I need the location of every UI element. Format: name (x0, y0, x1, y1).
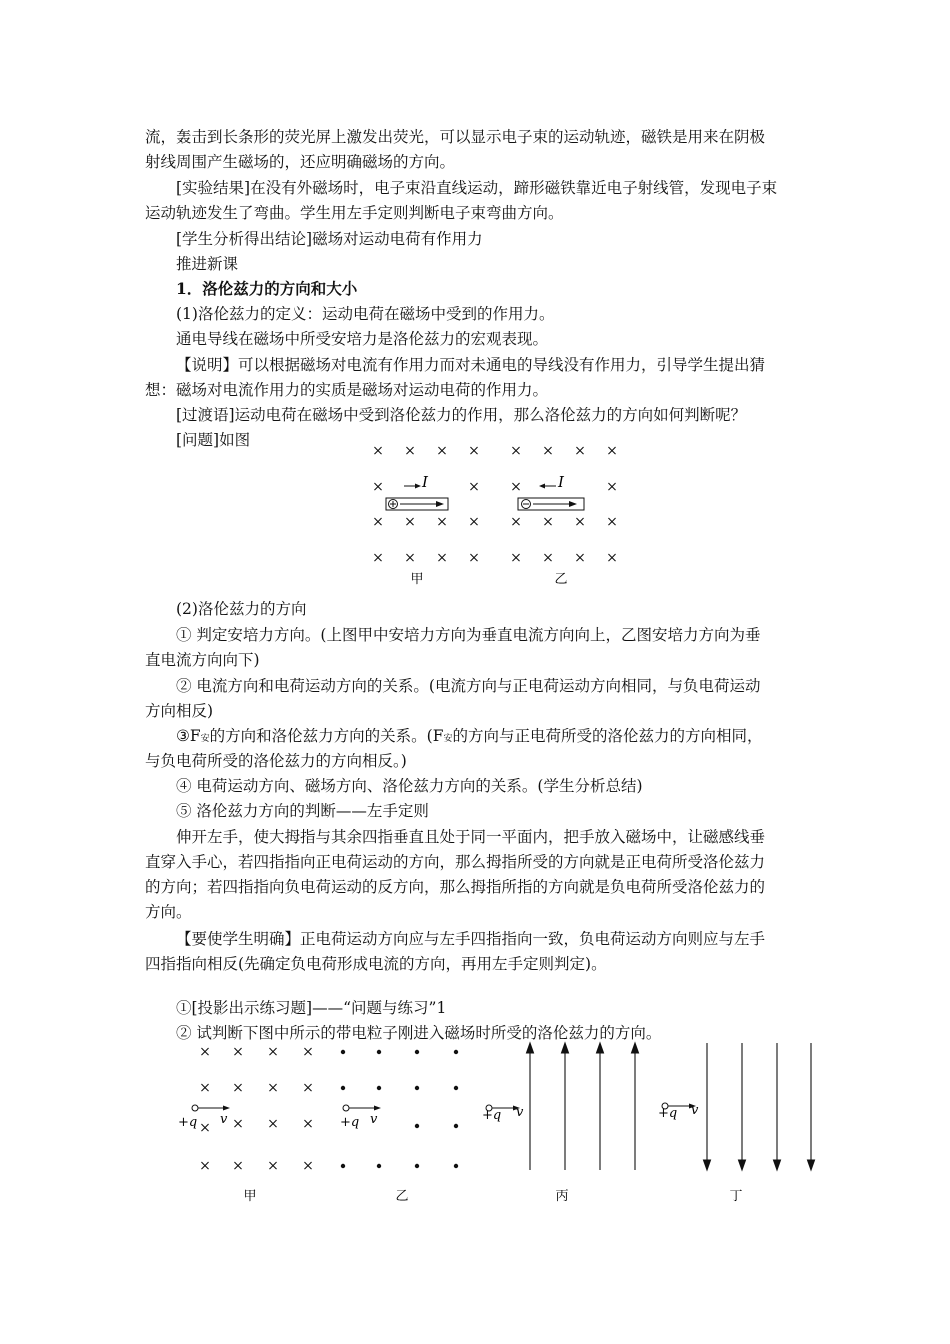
svg-text:×: × (302, 1080, 314, 1096)
svg-text:×: × (606, 443, 618, 459)
text-span: 的方向和洛伦兹力方向的关系。(F (209, 727, 444, 745)
svg-text:×: × (574, 443, 586, 459)
svg-text:×: × (199, 1044, 211, 1060)
svg-text:×: × (606, 550, 618, 566)
section-label: 推进新课 (176, 255, 239, 273)
arrow-up-icon (527, 1043, 534, 1053)
paragraph-line: 方向。 (145, 903, 192, 921)
svg-text:×: × (574, 550, 586, 566)
svg-text:×: × (574, 514, 586, 530)
paragraph-line: ⑤ 洛伦兹力方向的判断——左手定则 (176, 802, 429, 820)
paragraph-line: (1)洛伦兹力的定义：运动电荷在磁场中受到的作用力。 (176, 305, 555, 323)
svg-text:×: × (404, 443, 416, 459)
svg-text:×: × (468, 443, 480, 459)
svg-text:+q: +q (178, 1115, 198, 1130)
svg-text:×: × (267, 1158, 279, 1174)
figure-particles-in-field (170, 1040, 830, 1210)
svg-text:×: × (468, 479, 480, 495)
svg-text:I: I (558, 473, 564, 491)
panel-ding-field-down (704, 1043, 815, 1170)
figure-label-yi: 乙 (554, 572, 568, 587)
arrow-down-icon (774, 1160, 781, 1170)
paragraph-line: 运动轨迹发生了弯曲。学生用左手定则判断电子束弯曲方向。 (145, 204, 564, 222)
paragraph-line (176, 725, 763, 750)
arrow-up-icon (562, 1043, 569, 1053)
svg-text:×: × (199, 1080, 211, 1096)
paragraph-line: 射线周围产生磁场的，还应明确磁场的方向。 (145, 153, 456, 171)
svg-text:×: × (436, 443, 448, 459)
svg-text:I: I (422, 473, 428, 491)
svg-text:×: × (404, 514, 416, 530)
arrow-down-icon (739, 1160, 746, 1170)
panel-bing-field-up (527, 1043, 639, 1170)
svg-text:×: × (510, 514, 522, 530)
paragraph-line: [学生分析得出结论]磁场对运动电荷有作用力 (176, 230, 483, 248)
paragraph-line: ④ 电荷运动方向、磁场方向、洛伦兹力方向的关系。(学生分析总结) (176, 777, 643, 795)
svg-text:v: v (370, 1112, 378, 1127)
paragraph-line: [问题]如图 (176, 431, 251, 449)
paragraph-line: 通电导线在磁场中所受安培力是洛伦兹力的宏观表现。 (176, 330, 549, 348)
arrow-right-icon (223, 1106, 230, 1111)
paragraph-line: ② 电流方向和电荷运动方向的关系。(电流方向与正电荷运动方向相同，与负电荷运动 (176, 677, 761, 695)
svg-text:×: × (372, 479, 384, 495)
svg-text:×: × (302, 1158, 314, 1174)
svg-text:×: × (199, 1158, 211, 1174)
svg-text:v: v (220, 1112, 228, 1127)
svg-text:×: × (510, 479, 522, 495)
arrow-right-icon (415, 484, 421, 489)
arrow-right-icon (374, 1106, 381, 1111)
section-heading (176, 278, 357, 300)
svg-text:×: × (372, 443, 384, 459)
svg-text:×: × (372, 550, 384, 566)
figure-label-ding: 丁 (729, 1189, 743, 1204)
svg-text:×: × (542, 443, 554, 459)
svg-text:×: × (436, 514, 448, 530)
paragraph-line: 伸开左手，使大拇指与其余四指垂直且处于同一平面内，把手放入磁场中，让磁感线垂 (176, 828, 766, 846)
paragraph-line: [实验结果]在没有外磁场时，电子束沿直线运动，蹄形磁铁靠近电子射线管，发现电子束 (176, 179, 778, 197)
paragraph-line: 想：磁场对电流作用力的实质是磁场对运动电荷的作用力。 (145, 381, 549, 399)
conductor-jia (386, 473, 448, 510)
figure-label-bing: 丙 (555, 1189, 569, 1204)
paragraph-line: 流，轰击到长条形的荧光屏上激发出荧光，可以显示电子束的运动轨迹，磁铁是用来在阴极 (145, 128, 766, 146)
paragraph-line: 的方向；若四指指向负电荷运动的反方向，那么拇指所指的方向就是负电荷所受洛伦兹力的 (145, 878, 766, 896)
svg-text:×: × (606, 514, 618, 530)
svg-text:×: × (468, 550, 480, 566)
text-span: 的方向与正电荷所受的洛伦兹力的方向相同， (452, 727, 763, 745)
arrow-up-icon (632, 1043, 639, 1053)
svg-text:×: × (232, 1116, 244, 1132)
arrow-right-icon (436, 501, 444, 507)
paragraph-line: [过渡语]运动电荷在磁场中受到洛伦兹力的作用，那么洛伦兹力的方向如何判断呢？ (176, 406, 747, 424)
svg-text:×: × (232, 1080, 244, 1096)
svg-text:×: × (372, 514, 384, 530)
svg-text:×: × (232, 1044, 244, 1060)
paragraph-line: 四指指向相反(先确定负电荷形成电流的方向，再用左手定则判定)。 (145, 955, 607, 973)
paragraph-line: ①[投影出示练习题]——“问题与练习”1 (176, 999, 447, 1017)
panel-bing-charge (482, 1105, 524, 1123)
svg-text:×: × (510, 443, 522, 459)
text-span: ③F (176, 727, 201, 745)
svg-text:×: × (267, 1080, 279, 1096)
svg-text:×: × (468, 514, 480, 530)
svg-text:+q: +q (658, 1106, 678, 1121)
svg-text:×: × (302, 1116, 314, 1132)
svg-text:×: × (267, 1116, 279, 1132)
subscript: 安 (200, 734, 210, 744)
panel-jia-crosses (199, 1044, 314, 1174)
svg-text:×: × (542, 550, 554, 566)
figure-current-in-field (360, 440, 630, 590)
svg-text:×: × (606, 479, 618, 495)
paragraph-line: ② 试判断下图中所示的带电粒子刚进入磁场时所受的洛伦兹力的方向。 (176, 1024, 662, 1042)
figure-label-jia: 甲 (243, 1189, 257, 1204)
svg-text:×: × (404, 550, 416, 566)
paragraph-line: 【说明】可以根据磁场对电流有作用力而对未通电的导线没有作用力，引导学生提出猜 (176, 356, 766, 374)
arrow-left-icon (539, 484, 545, 489)
arrow-right-icon (569, 501, 577, 507)
svg-text:×: × (232, 1158, 244, 1174)
arrow-up-icon (597, 1043, 604, 1053)
subsection-heading: (2)洛伦兹力的方向 (176, 600, 307, 618)
svg-text:×: × (542, 514, 554, 530)
svg-text:×: × (302, 1044, 314, 1060)
svg-text:×: × (199, 1120, 211, 1136)
svg-text:×: × (267, 1044, 279, 1060)
panel-ding-charge (658, 1103, 699, 1121)
paragraph-line: 与负电荷所受的洛伦兹力的方向相反。) (145, 752, 407, 770)
arrow-down-icon (704, 1160, 711, 1170)
paragraph-line: ① 判定安培力方向。(上图甲中安培力方向为垂直电流方向向上，乙图安培力方向为垂 (176, 626, 761, 644)
panel-yi-dots (341, 1050, 458, 1168)
paragraph-line: 直穿入手心，若四指指向正电荷运动的方向，那么拇指所受的方向就是正电荷所受洛伦兹力 (145, 853, 766, 871)
figure-label-jia: 甲 (410, 572, 424, 587)
paragraph-line: 直电流方向向下) (145, 651, 260, 669)
svg-text:v: v (516, 1105, 524, 1120)
svg-text:v: v (691, 1103, 699, 1118)
svg-text:×: × (510, 550, 522, 566)
arrow-down-icon (808, 1160, 815, 1170)
svg-text:+q: +q (340, 1115, 360, 1130)
svg-text:×: × (436, 550, 448, 566)
paragraph-line: 【要使学生明确】正电荷运动方向应与左手四指指向一致，负电荷运动方向则应与左手 (176, 930, 766, 948)
subscript: 安 (443, 734, 453, 744)
panel-yi-charge (340, 1105, 381, 1130)
section-heading-text: 1．洛伦兹力的方向和大小 (176, 279, 358, 298)
conductor-yi (518, 473, 584, 510)
paragraph-line: 方向相反) (145, 702, 214, 720)
svg-text:+q: +q (482, 1108, 502, 1123)
figure-label-yi: 乙 (395, 1189, 409, 1204)
